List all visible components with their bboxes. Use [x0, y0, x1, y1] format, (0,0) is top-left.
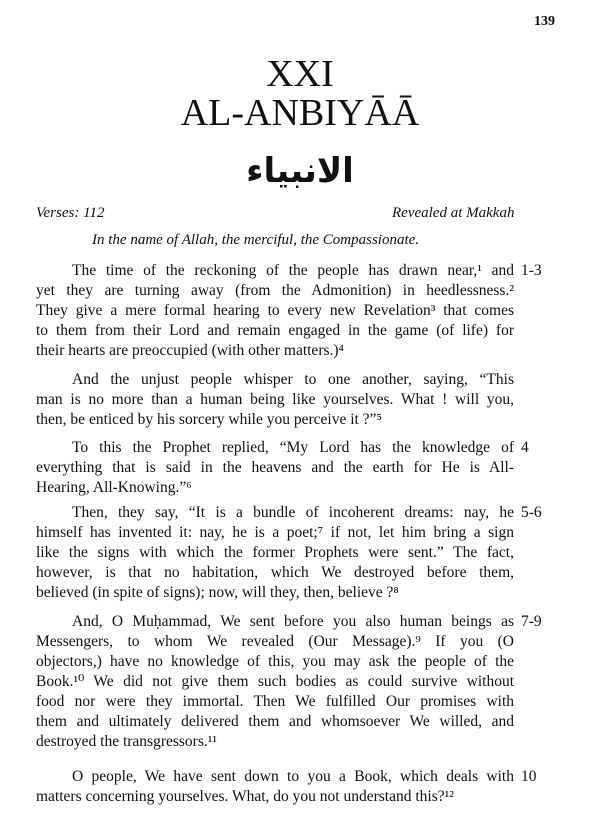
text-line: To this the Prophet replied, “My Lord has the knowledge of: [72, 439, 514, 456]
text-line: Hearing, All-Knowing.”⁶: [36, 479, 192, 496]
text-line: The time of the reckoning of the people has drawn near,¹ and: [72, 262, 514, 279]
text-line: matters concerning yourselves. What, do you not understand this?¹²: [36, 788, 454, 805]
verse-reference: 5-6: [521, 504, 542, 521]
verse-reference: 10: [521, 768, 537, 785]
verses-count: Verses: 112: [36, 205, 105, 221]
text-line: O people, We have sent down to you a Book, which deals with: [72, 768, 514, 785]
text-line: yet they are turning away (from the Admonition) in heedlessness.²: [36, 282, 514, 299]
paragraph-verses-5-6: [36, 503, 514, 603]
text-line: destroyed the transgressors.¹¹: [36, 733, 218, 750]
paragraph-continuation: [36, 370, 514, 430]
revelation-place: Revealed at Makkah: [392, 205, 515, 221]
text-line: everything that is said in the heavens and the earth for He is All-: [36, 459, 514, 476]
text-line: And, O Muḥammad, We sent before you also human beings as: [72, 613, 514, 630]
paragraph-verses-7-9: [36, 612, 514, 752]
surah-title: AL-ANBIYĀĀ: [180, 92, 420, 134]
text-line: Book.¹⁰ We did not give them such bodies as could survive without: [36, 673, 514, 690]
text-line: man is no more than a human being like yourselves. What ! will you,: [36, 391, 514, 408]
text-line: then, be enticed by his sorcery while you perceive it ?”⁵: [36, 411, 382, 428]
paragraph-verse-10: [36, 767, 514, 807]
paragraph-verses-1-3: [36, 261, 514, 361]
text-line: They give a mere formal hearing to every new Revelation³ that comes: [36, 302, 514, 319]
text-line: however, is that no habitation, which We destroyed before them,: [36, 564, 514, 581]
verse-reference: 4: [521, 439, 529, 456]
text-line: their hearts are preoccupied (with other matters.)⁴: [36, 342, 344, 359]
text-line: himself has invented it: nay, he is a poet;⁷ if not, let him bring a sign: [36, 524, 514, 541]
text-line: like the signs with which the former Prophets were sent.” The fact,: [36, 544, 514, 561]
verse-reference: 1-3: [521, 262, 542, 279]
text-line: believed (in spite of signs); now, will they, then, believe ?⁸: [36, 584, 399, 601]
surah-number: XXI: [266, 53, 334, 95]
text-line: to them from their Lord and remain engaged in the game (of life) for: [36, 322, 514, 339]
basmala: In the name of Allah, the merciful, the Compassionate.: [92, 232, 420, 248]
text-line: objectors,) have no knowledge of this, you may ask the people of the: [36, 653, 514, 670]
paragraph-verse-4: [36, 438, 514, 498]
text-line: Messengers, to whom We revealed (Our Message).⁹ If you (O: [36, 633, 514, 650]
text-line: them and ultimately delivered them and whomsoever We willed, and: [36, 713, 514, 730]
verse-reference: 7-9: [521, 613, 542, 630]
text-line: food nor were they immortal. Then We fulfilled Our promises with: [36, 693, 514, 710]
text-line: And the unjust people whisper to one another, saying, “This: [72, 371, 514, 388]
page-number: 139: [534, 14, 555, 29]
surah-arabic-title: الانبياء: [246, 151, 354, 191]
text-line: Then, they say, “It is a bundle of incoherent dreams: nay, he: [72, 504, 514, 521]
